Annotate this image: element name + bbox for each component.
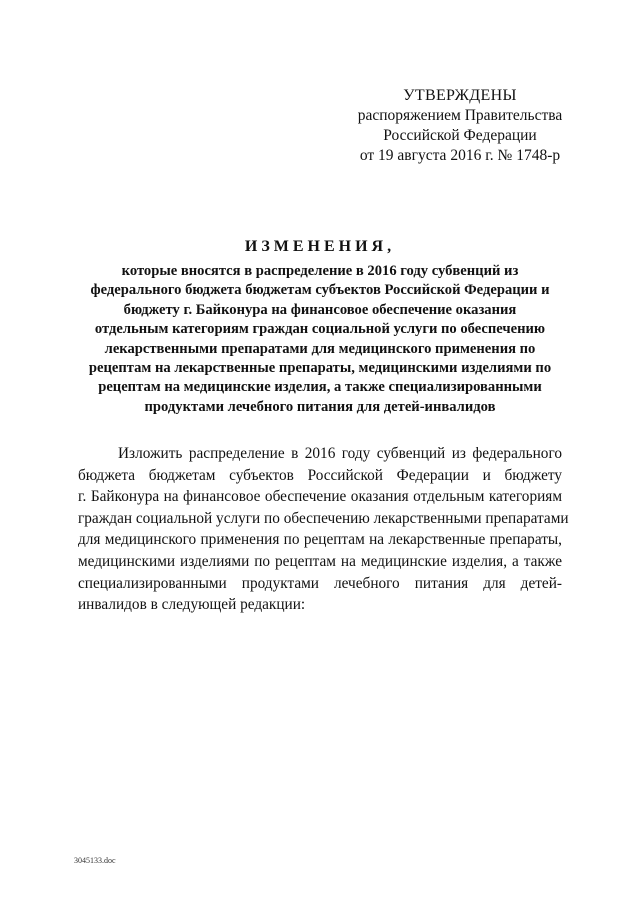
file-name-footer: 3045133.doc bbox=[74, 856, 116, 865]
body-line: специализированными продуктами лечебного питания для детей- bbox=[78, 574, 562, 592]
body-line: инвалидов в следующей редакции: bbox=[78, 596, 306, 614]
subtitle-line: которые вносятся в распределение в 2016 году субвенций из bbox=[121, 263, 519, 279]
document-subtitle bbox=[60, 262, 580, 417]
document-title: ИЗМЕНЕНИЯ, bbox=[244, 238, 396, 255]
subtitle-line: продуктами лечебного питания для детей-инвалидов bbox=[144, 398, 496, 415]
approval-line: распоряжением Правительства bbox=[357, 107, 563, 124]
approval-block bbox=[330, 86, 590, 166]
subtitle-line: федерального бюджета бюджетам субъектов Российской Федерации и bbox=[90, 282, 550, 299]
approval-line: Российской Федерации bbox=[383, 127, 537, 144]
subtitle-line: рецептам на медицинские изделия, а также специализированными bbox=[98, 379, 542, 396]
body-line: медицинскими изделиями по рецептам на медицинские изделия, а также bbox=[78, 552, 562, 570]
subtitle-line: лекарственными препаратами для медицинского применения по bbox=[104, 340, 536, 357]
body-line: граждан социальной услуги по обеспечению лекарственными препаратами bbox=[78, 509, 569, 527]
body-line: Изложить распределение в 2016 году субвенций из федерального bbox=[118, 445, 562, 462]
subtitle-line: отдельным категориям граждан социальной услуги по обеспечению bbox=[94, 321, 546, 338]
subtitle-line: рецептам на лекарственные препараты, медицинскими изделиями по bbox=[88, 360, 552, 377]
approval-heading: УТВЕРЖДЕНЫ bbox=[403, 87, 517, 104]
body-paragraph bbox=[78, 443, 569, 616]
body-line: бюджета бюджетам субъектов Российской Федерации и бюджету bbox=[78, 466, 562, 484]
body-line: для медицинского применения по рецептам на лекарственные препараты, bbox=[78, 531, 562, 549]
subtitle-line: бюджету г. Байконура на финансовое обеспечение оказания bbox=[123, 301, 517, 318]
body-line: г. Байконура на финансовое обеспечение оказания отдельным категориям bbox=[78, 488, 562, 506]
approval-date-line: от 19 августа 2016 г. № 1748-р bbox=[359, 147, 561, 164]
